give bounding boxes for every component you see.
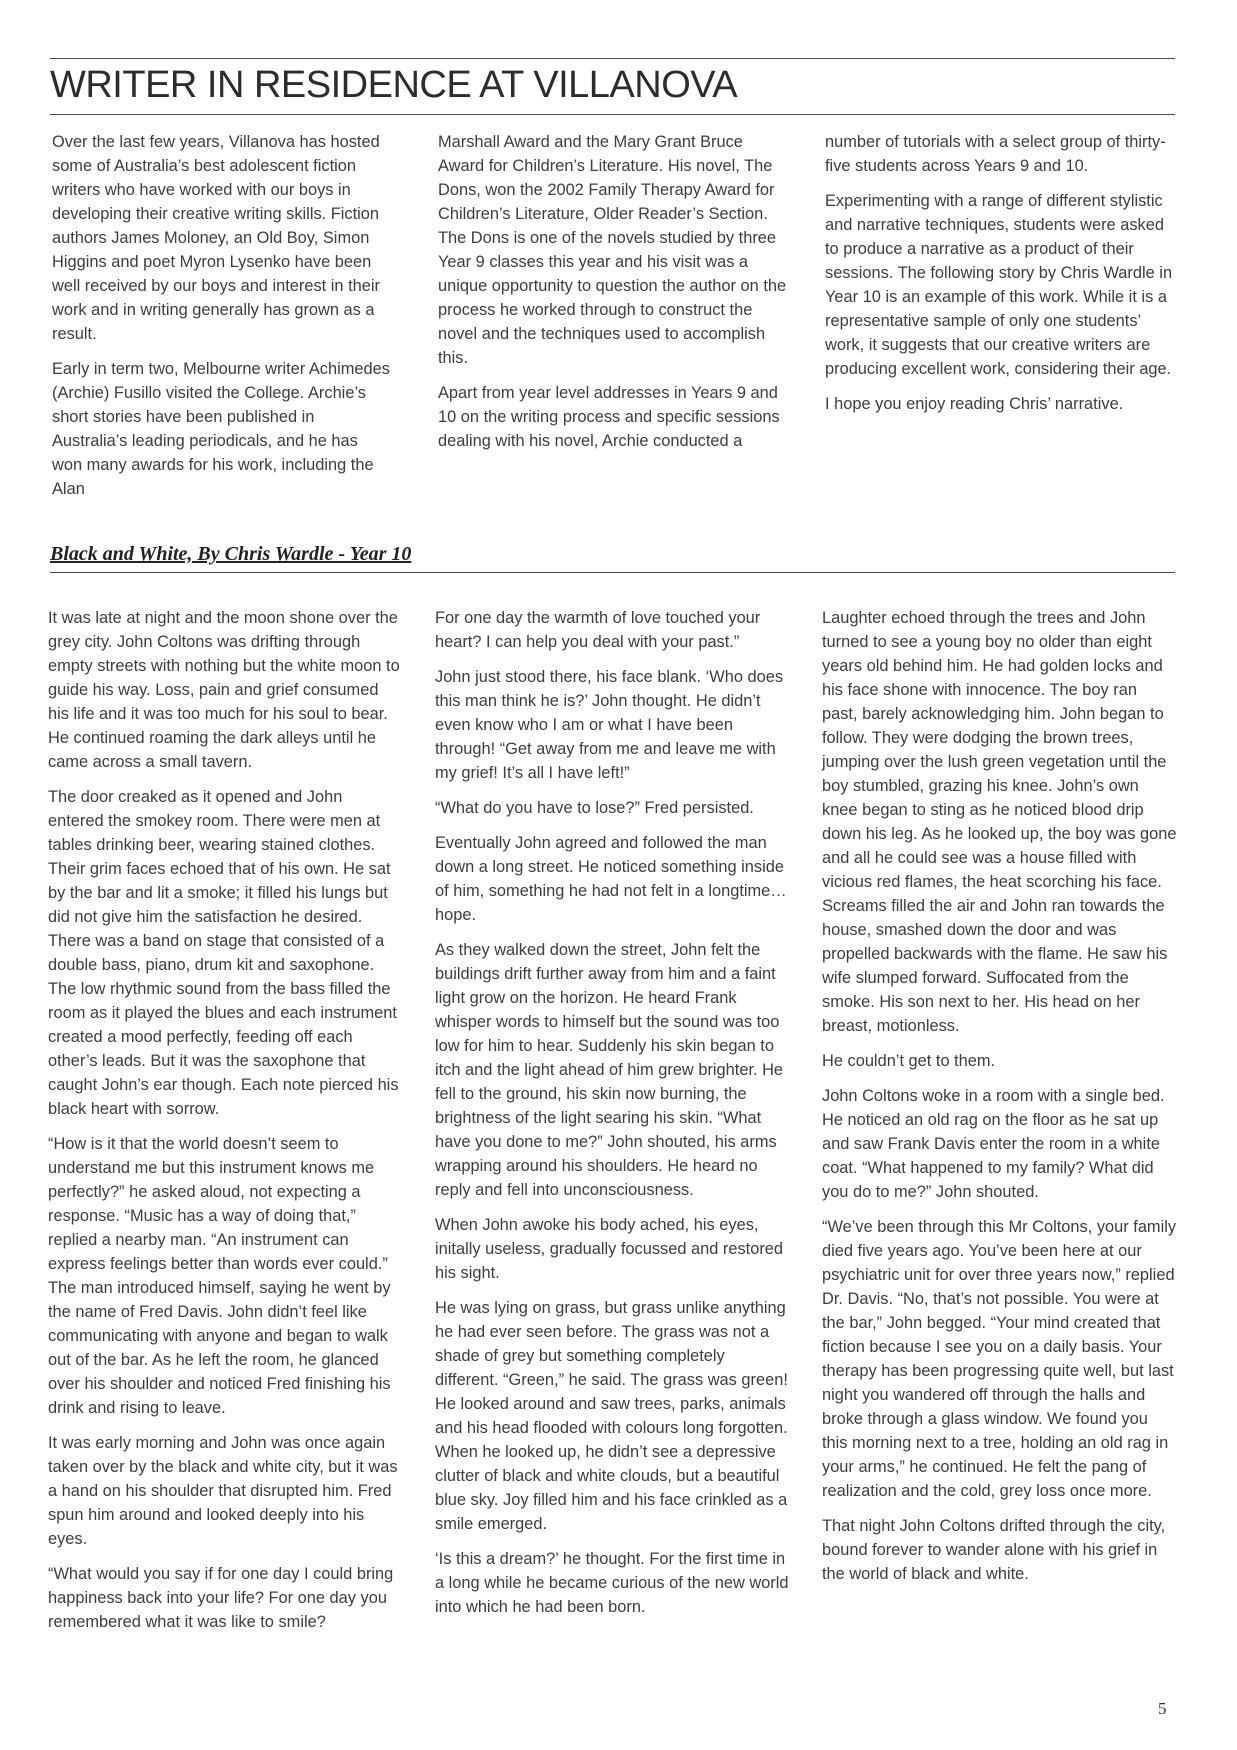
intro-paragraph: Over the last few years, Villanova has hosted some of Australia’s best adolescent fiction writers who have worked with our boys in developing their creative writing skills. Fiction authors James Moloney, an Old Boy, Simon Higgins and poet Myron Lysenko have been well received by our boys and interest in their work and in writing generally has grown as a result. — [52, 133, 380, 343]
title-underline — [50, 114, 1175, 115]
story-paragraph: He couldn’t get to them. — [822, 1052, 996, 1070]
intro-paragraph: Marshall Award and the Mary Grant Bruce Award for Children’s Literature. His novel, The Dons, won the 2002 Family Therapy Award for Children’s Literature, Older Reader’s Section. The Dons is one of the novels studied by three Year 9 classes this year and his visit was a unique opportunity to question the author on the process he worked through to construct the novel and the techniques used to accomplish this. — [438, 133, 787, 367]
intro-paragraph: Early in term two, Melbourne writer Achimedes (Archie) Fusillo visited the College. Archie’s short stories have been published in Australia’s leading periodicals, and he has won many awards for his work, including the Alan — [52, 360, 390, 498]
story-paragraph: Laughter echoed through the trees and John turned to see a young boy no older than eight years old behind him. He had golden locks and his face shone with innocence. The boy ran past, barely acknowledging him. John began to follow. They were dodging the brown trees, jumping over the lush green vegetation until the boy stumbled, grazing his knee. John’s own knee began to sting as he noticed blood drip down his leg. As he looked up, the boy was gone and all he could see was a house filled with vicious red flames, the heat scorching his face. Screams filled the air and John ran towards the house, smashed down the door and was propelled backwards with the flame. He saw his wife slumped forward. Suffocated from the smoke. His son next to her. His head on her breast, motionless. — [822, 609, 1177, 1035]
intro-column-3 — [825, 130, 1180, 427]
story-title: Black and White, By Chris Wardle - Year 10 — [50, 543, 412, 565]
story-paragraph: ‘Is this a dream?’ he thought. For the first time in a long while he became curious of the new world into which he had been born. — [435, 1550, 789, 1616]
story-paragraph: “We’ve been through this Mr Coltons, your family died five years ago. You’ve been here at our psychiatric unit for over three years now,” replied Dr. Davis. “No, that’s not possible. You were at the bar,” John begged. “Your mind created that fiction because I see you on a daily basis. Your therapy has been progressing quite well, but last night you wandered off through the halls and broke through a glass window. We found you this morning next to a tree, holding an old rag in your arms,” he continued. He felt the pang of realization and the cold, grey loss once more. — [822, 1218, 1177, 1500]
intro-column-2 — [438, 130, 788, 464]
story-paragraph: It was early morning and John was once again taken over by the black and white city, but it was a hand on his shoulder that disrupted him. Fred spun him around and looked deeply into his eyes. — [48, 1434, 398, 1548]
story-paragraph: Eventually John agreed and followed the man down a long street. He noticed something inside of him, something he had not felt in a longtime…hope. — [435, 834, 787, 924]
story-paragraph: He was lying on grass, but grass unlike anything he had ever seen before. The grass was not a shade of grey but something completely different. “Green,” he said. The grass was green! He looked around and saw trees, parks, animals and his head flooded with colours long forgotten. When he looked up, he didn’t see a depressive clutter of black and white clouds, but a beautiful blue sky. Joy filled him and his face crinkled as a smile emerged. — [435, 1299, 788, 1533]
intro-paragraph: Experimenting with a range of different stylistic and narrative techniques, students were asked to produce a narrative as a product of their sessions. The following story by Chris Wardle in Year 10 is an example of this work. While it is a representative sample of only one students’ work, it suggests that our creative writers are producing excellent work, considering their age. — [825, 192, 1173, 378]
story-paragraph: It was late at night and the moon shone over the grey city. John Coltons was drifting through empty streets with nothing but the white moon to guide his way. Loss, pain and grief consumed his life and it was too much for his soul to bear. He continued roaming the dark alleys until he came across a small tavern. — [48, 609, 400, 771]
story-paragraph: John Coltons woke in a room with a single bed. He noticed an old rag on the floor as he sat up and saw Frank Davis enter the room in a white coat. “What happened to my family? What did you do to me?” John shouted. — [822, 1087, 1165, 1201]
intro-column-1 — [52, 130, 392, 512]
page-title: WRITER IN RESIDENCE AT VILLANOVA — [50, 64, 738, 106]
story-column-2 — [435, 606, 790, 1630]
story-title-rule — [50, 572, 1175, 573]
story-column-3 — [822, 606, 1177, 1597]
story-paragraph: “What do you have to lose?” Fred persisted. — [435, 799, 754, 817]
story-paragraph: When John awoke his body ached, his eyes, initally useless, gradually focussed and restored his sight. — [435, 1216, 784, 1282]
story-paragraph: “How is it that the world doesn’t seem to understand me but this instrument knows me perfectly?” he asked aloud, not expecting a response. “Music has a way of doing that,” replied a nearby man. “An instrument can express feelings better than words ever could.” The man introduced himself, saying he went by the name of Fred Davis. John didn’t feel like communicating with anyone and began to walk out of the bar. As he left the room, he glanced over his shoulder and noticed Fred finishing his drink and rising to leave. — [48, 1135, 391, 1417]
intro-paragraph: number of tutorials with a select group of thirty-five students across Years 9 and 10. — [825, 133, 1166, 175]
story-paragraph: John just stood there, his face blank. ‘Who does this man think he is?’ John thought. He didn’t even know who I am or what I have been through! “Get away from me and leave me with my grief! It’s all I have left!” — [435, 668, 784, 782]
top-rule — [50, 58, 1175, 59]
story-paragraph: “What would you say if for one day I could bring happiness back into your life? For one day you remembered what it was like to smile? — [48, 1565, 394, 1631]
story-paragraph: That night John Coltons drifted through the city, bound forever to wander alone with his grief in the world of black and white. — [822, 1517, 1166, 1583]
story-paragraph: For one day the warmth of love touched your heart? I can help you deal with your past.” — [435, 609, 761, 651]
story-paragraph: The door creaked as it opened and John entered the smokey room. There were men at tables drinking beer, wearing stained clothes. Their grim faces echoed that of his own. He sat by the bar and lit a smoke; it filled his lungs but did not give him the satisfaction he desired. There was a band on stage that consisted of a double bass, piano, drum kit and saxophone. The low rhythmic sound from the bass filled the room as it played the blues and each instrument created a mood perfectly, feeding off each other’s leads. But it was the saxophone that caught John’s ear though. Each note pierced his black heart with sorrow. — [48, 788, 399, 1118]
story-paragraph: As they walked down the street, John felt the buildings drift further away from him and a faint light grow on the horizon. He heard Frank whisper words to himself but the sound was too low for him to hear. Suddenly his skin began to itch and the light ahead of him grew brighter. He fell to the ground, his skin now burning, the brightness of the light searing his skin. “What have you done to me?” John shouted, his arms wrapping around his shoulders. He heard no reply and fell into unconsciousness. — [435, 941, 784, 1199]
story-column-1 — [48, 606, 400, 1645]
intro-paragraph: I hope you enjoy reading Chris’ narrative. — [825, 395, 1124, 413]
page-number: 5 — [1158, 1699, 1167, 1718]
intro-paragraph: Apart from year level addresses in Years 9 and 10 on the writing process and specific sessions dealing with his novel, Archie conducted a — [438, 384, 780, 450]
